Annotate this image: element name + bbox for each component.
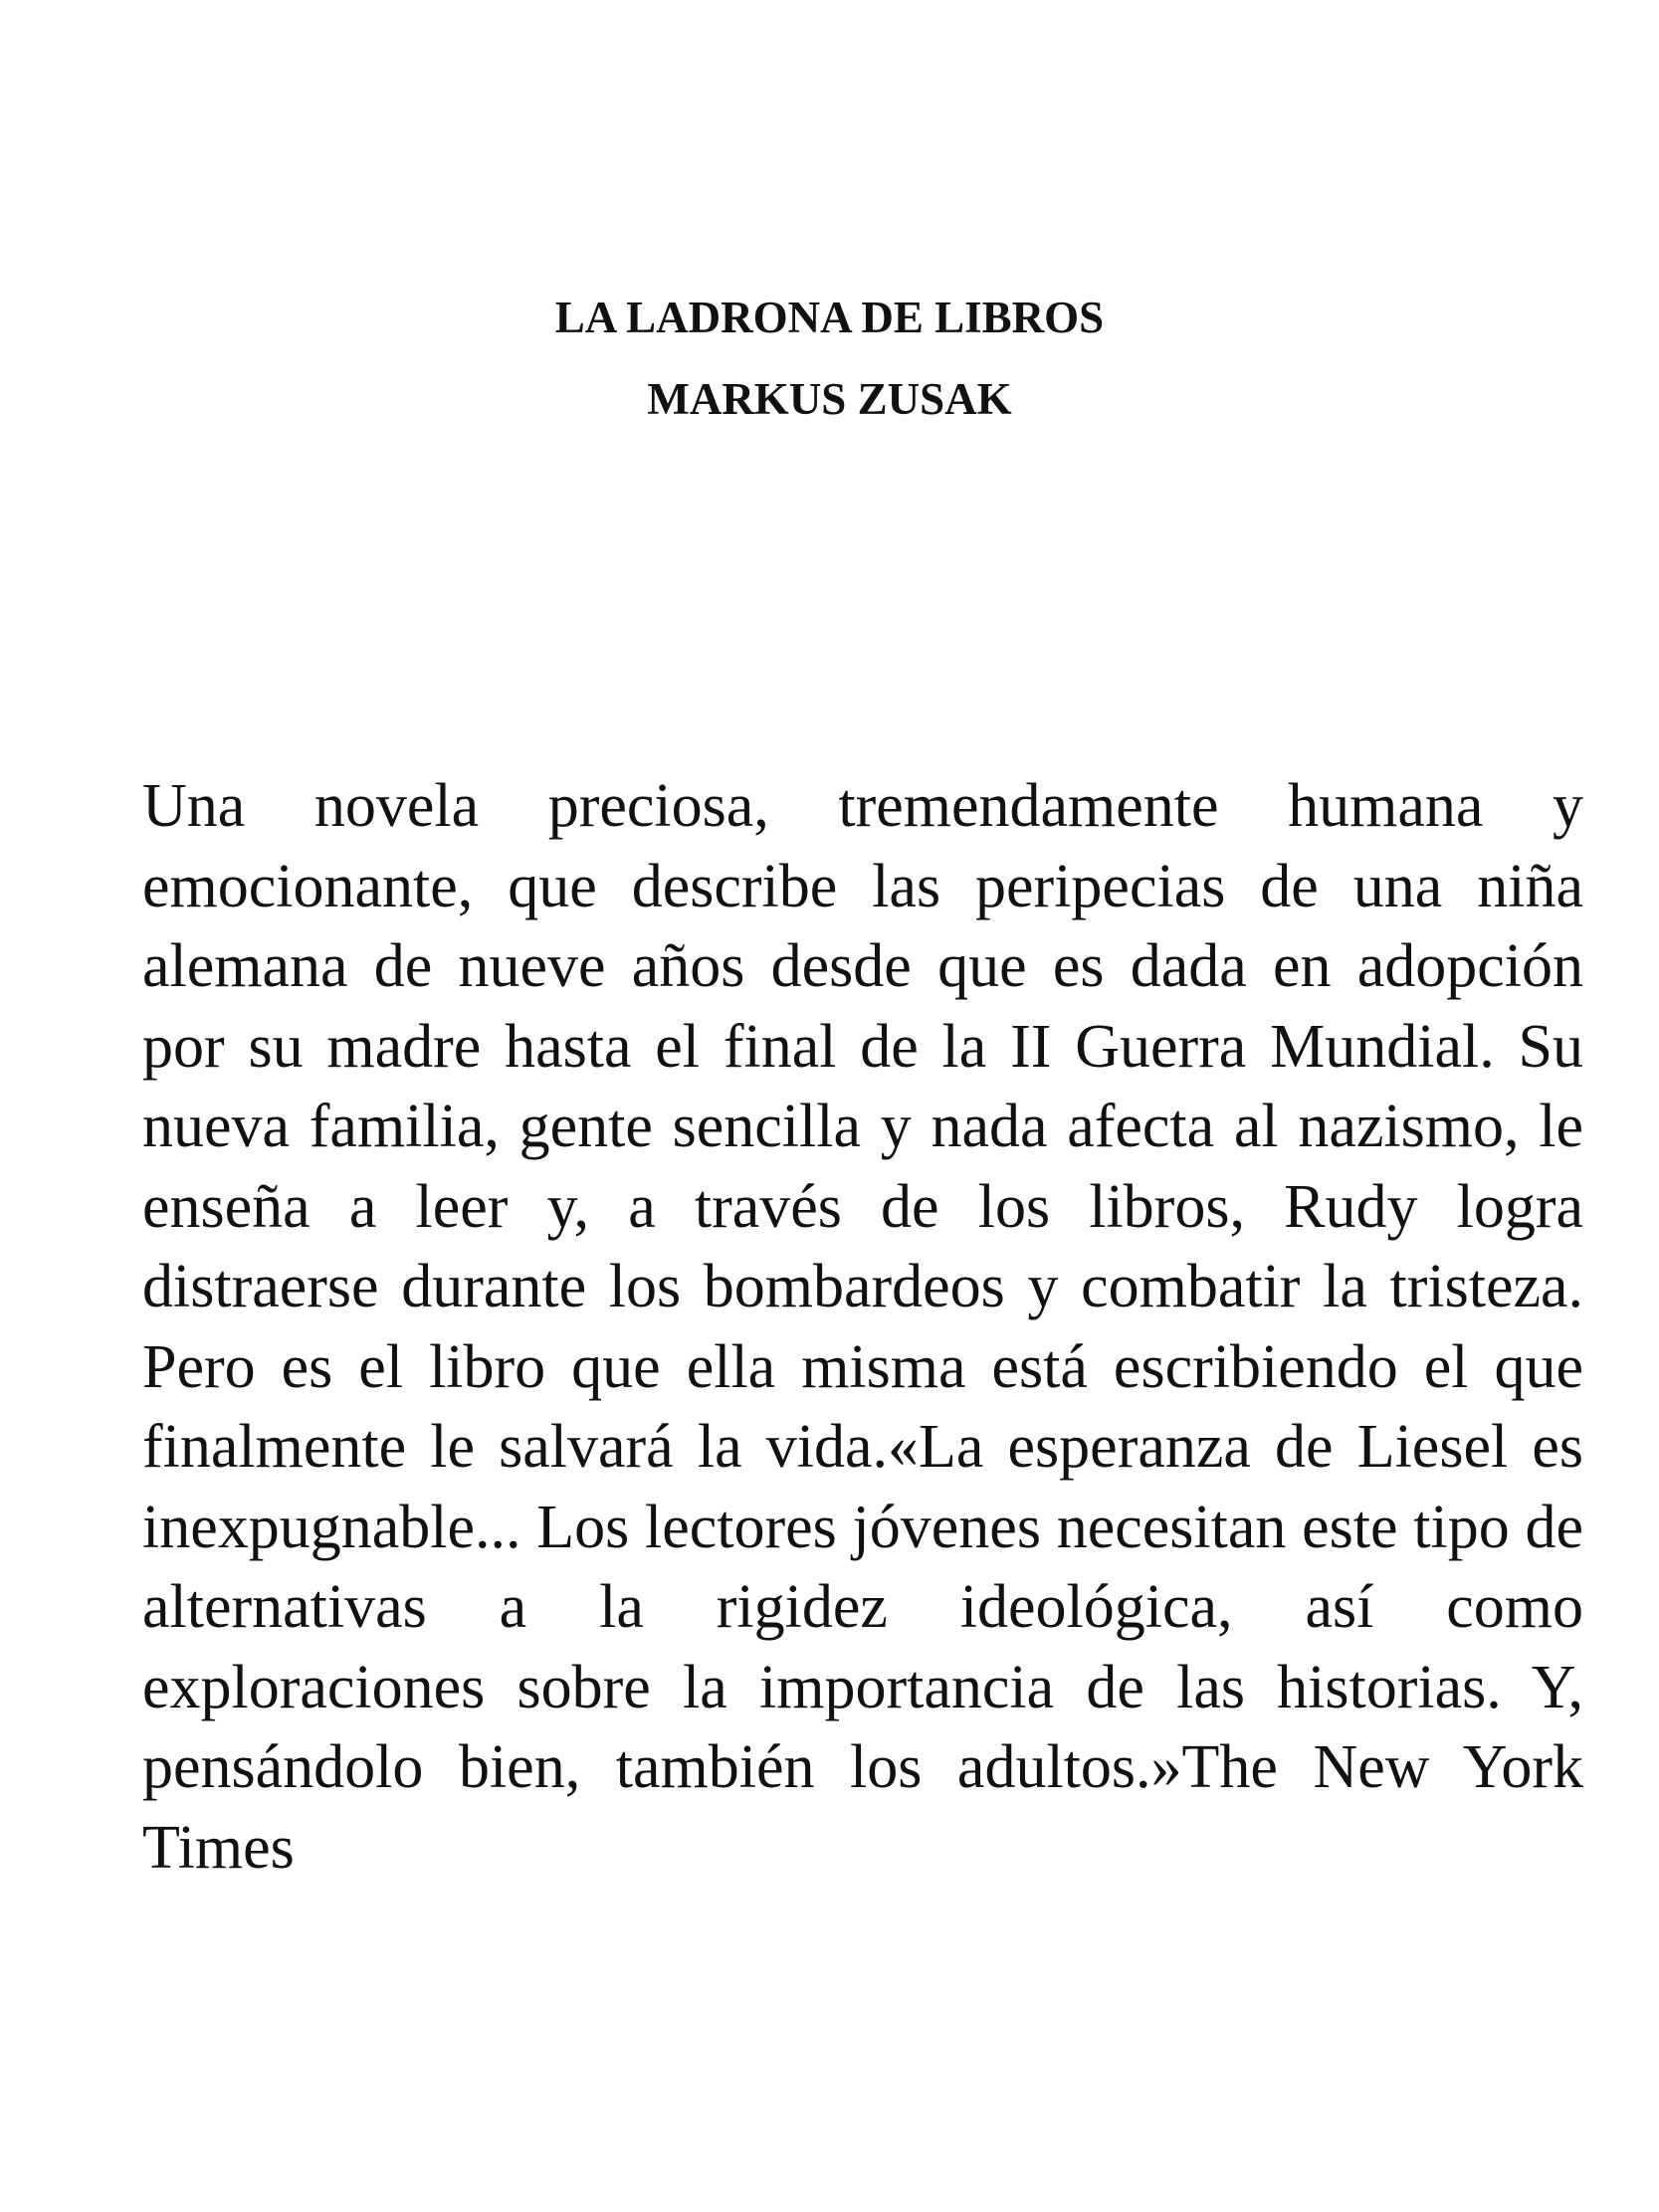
book-author: MARKUS ZUSAK: [647, 374, 1012, 424]
title-block: [0, 277, 1659, 440]
synopsis-paragraph: Una novela preciosa, tremendamente humana y emocionante, que describe las peripecias de una niña alemana de nueve años desde que es dada en adopción por su madre hasta el final de la II Guerra Mundial. Su nueva familia, gente sencilla y nada afecta al nazismo, le enseña a leer y, a través de los libros, Rudy logra distraerse durante los bombardeos y combatir la tristeza. Pero es el libro que ella misma está escribiendo el que finalmente le salvará la vida.«La esperanza de Liesel es inexpugnable... Los lectores jóvenes necesitan este tipo de alternativas a la rigidez ideológica, así como exploraciones sobre la importancia de las historias. Y, pensándolo bien, también los adultos.»The New York Times: [142, 772, 1583, 1882]
book-title: LA LADRONA DE LIBROS: [554, 293, 1105, 342]
